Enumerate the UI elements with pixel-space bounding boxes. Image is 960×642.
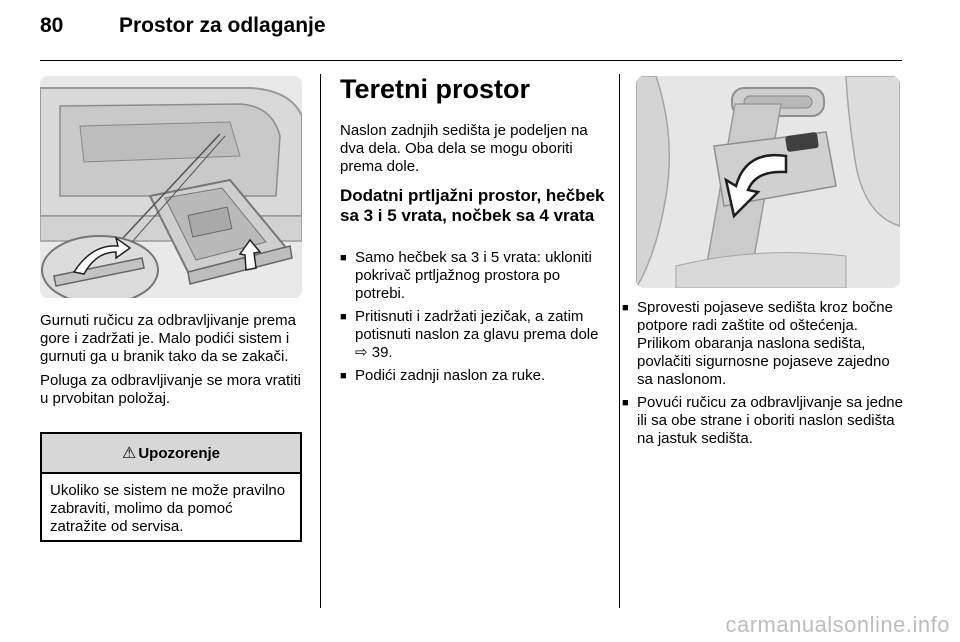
warning-title: Upozorenje: [138, 444, 221, 462]
list-item: ■ Samo hečbek sa 3 i 5 vrata: ukloniti pokrivač prtljažnog prostora po potrebi.: [340, 249, 610, 303]
column1-text: [40, 312, 306, 414]
column-divider-left: [320, 74, 321, 608]
list-item: ■ Pritisnuti i zadržati jezičak, a zatim potisnuti naslon za glavu prema dole ⇨ 39.: [340, 308, 610, 362]
page-number: 80: [40, 14, 64, 37]
list-item: ■ Podići zadnji naslon za ruke.: [340, 367, 610, 385]
warning-header: [42, 434, 300, 474]
list-item: ■ Povući ručicu za odbravljivanje sa jedne ili sa obe strane i oboriti naslon sedišta na jastuk sedišta.: [622, 394, 904, 448]
column-divider-right: [619, 74, 620, 608]
section-intro: Naslon zadnjih sedišta je podeljen na dva dela. Oba dela se mogu oboriti prema dole.: [340, 122, 588, 175]
section-title: Teretni prostor: [340, 74, 531, 104]
header-rule: [40, 60, 902, 61]
warning-box: [40, 432, 302, 542]
subsection-title: Dodatni prtljažni prostor, hečbek sa 3 i 5 vrata, nočbek sa 4 vrata: [340, 186, 605, 225]
seat-release-illustration: [636, 76, 900, 288]
list-item: ■ Sprovesti pojaseve sedišta kroz bočne potpore radi zaštite od oštećenja. Prilikom obaranja naslona sedišta, povlačiti sigurnosne pojaseve zajedno sa naslonom.: [622, 299, 904, 389]
page-header-title: Prostor za odlaganje: [119, 14, 326, 37]
column3-bullet-list: [622, 299, 904, 453]
figure-seat-release: [636, 76, 900, 288]
figure-rear-carrier-system: [40, 76, 302, 298]
warning-text: Ukoliko se sistem ne može pravilno zabraviti, molimo da pomoć zatražite od servisa.: [50, 482, 286, 535]
rear-carrier-illustration: [40, 76, 302, 298]
instruction-paragraph-1: Gurnuti ručicu za odbravljivanje prema gore i zadržati je. Malo podići sistem i gurnuti ga u branik tako da se zakači.: [40, 312, 296, 365]
warning-triangle-icon: ⚠: [121, 445, 137, 462]
watermark: carmanualsonline.info: [725, 612, 950, 637]
column2-bullet-list: [340, 249, 610, 390]
instruction-paragraph-2: Poluga za odbravljivanje se mora vratiti u prvobitan položaj.: [40, 372, 301, 407]
